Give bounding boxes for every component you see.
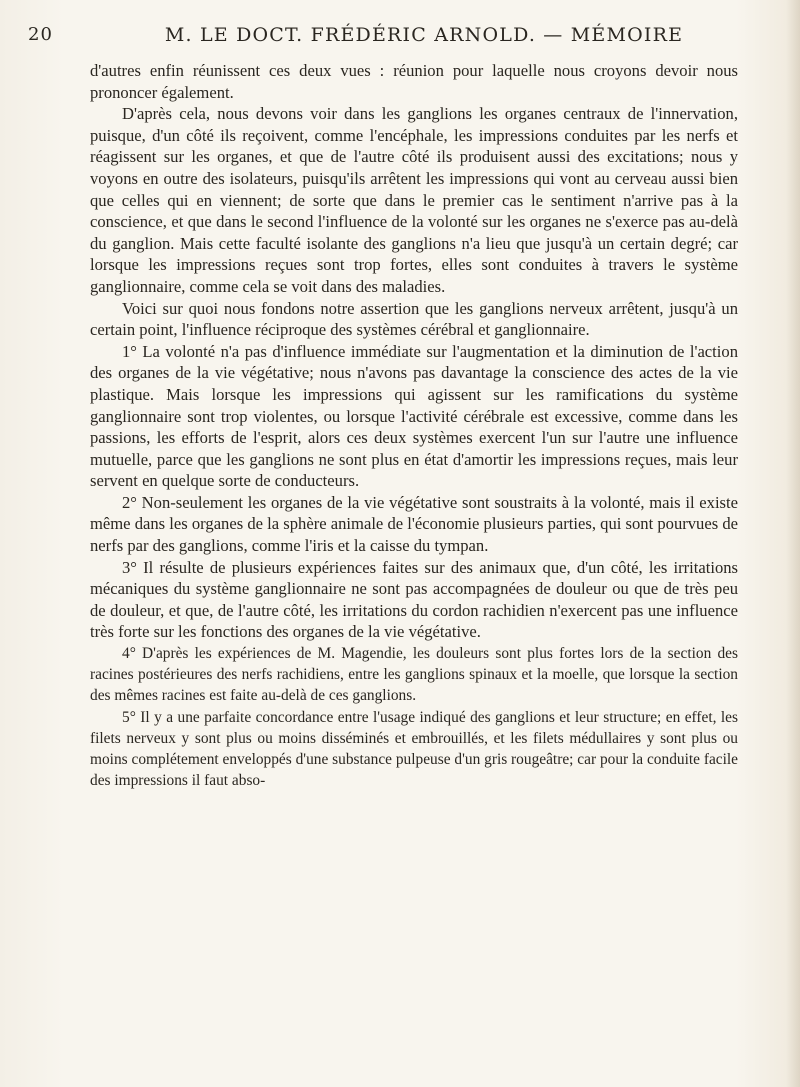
paragraph-point-2: 2° Non-seulement les organes de la vie végétative sont soustraits à la volonté, mais il existe même dans les organes de la sphère animale de l'économie plusieurs parties, qui sont pourvues de nerfs par des ganglions, comme l'iris et la caisse du tympan. <box>90 492 738 556</box>
body-text <box>90 60 738 791</box>
page-edge-shadow <box>786 0 800 1087</box>
paragraph-ganglions-innervation: D'après cela, nous devons voir dans les ganglions les organes centraux de l'innervation, puisque, d'un côté ils reçoivent, comme l'encéphale, les impressions conduites par les nerfs et réagissent sur les organes, et que de l'autre côté ils produisent aussi des excitations; nous y voyons en outre des isolateurs, puisqu'ils arrêtent les impressions qui vont au cerveau aussi bien que celles qui en viennent; de sorte que dans le premier cas le sentiment n'arrive pas à la conscience, et que dans le second l'influence de la volonté sur les organes ne s'exerce pas au-delà du ganglion. Mais cette faculté isolante des ganglions n'a lieu que jusqu'à un certain degré; car lorsque les impressions reçues sont trop fortes, elles sont conduites à travers le système ganglionnaire, comme cela se voit dans des maladies. <box>90 104 738 296</box>
paragraph-point-3: 3° Il résulte de plusieurs expériences faites sur des animaux que, d'un côté, les irritations mécaniques du système ganglionnaire ne sont pas accompagnées de douleur ou que de très peu de douleur, et que, de l'autre côté, les irritations du cordon rachidien n'exercent pas une influence très forte sur les fonctions des organes de la vie végétative. <box>90 557 738 642</box>
paragraph-point-1: 1° La volonté n'a pas d'influence immédiate sur l'augmentation et la diminution de l'action des organes de la vie végétative; nous n'avons pas davantage la conscience des actes de la vie plastique. Mais lorsque les impressions qui agissent sur les ramifications du système ganglionnaire sont trop violentes, ou lorsque l'activité cérébrale est excessive, comme dans les passions, les efforts de l'esprit, alors ces deux systèmes exercent l'un sur l'autre une influence mutuelle, parce que les ganglions ne sont plus en état d'amortir les impressions reçues, mais leur servent en quelque sorte de conducteurs. <box>90 341 738 491</box>
paragraph-continuation: d'autres enfin réunissent ces deux vues : réunion pour laquelle nous croyons devoir nous prononcer également. <box>90 61 738 102</box>
running-title: M. LE DOCT. FRÉDÉRIC ARNOLD. — MÉMOIRE <box>164 24 684 46</box>
paragraph-assertion: Voici sur quoi nous fondons notre assertion que les ganglions nerveux arrêtent, jusqu'à un certain point, l'influence réciproque des systèmes cérébral et ganglionnaire. <box>90 298 738 340</box>
page-number: 20 <box>28 24 53 45</box>
paragraph-point-4: 4° D'après les expériences de M. Magendie, les douleurs sont plus fortes lors de la section des racines postérieures des nerfs rachidiens, entre les ganglions spinaux et la moelle, que lorsque la section des mêmes racines est faite au-delà de ces ganglions. <box>90 645 738 705</box>
paragraph-point-5: 5° Il y a une parfaite concordance entre l'usage indiqué des ganglions et leur structure; en effet, les filets nerveux y sont plus ou moins disséminés et embrouillés, et les filets médullaires y sont plus ou moins complétement enveloppés d'une substance pulpeuse d'un gris rougeâtre; car pour la conduite facile des impressions il faut abso- <box>90 708 738 790</box>
running-head <box>24 24 764 50</box>
